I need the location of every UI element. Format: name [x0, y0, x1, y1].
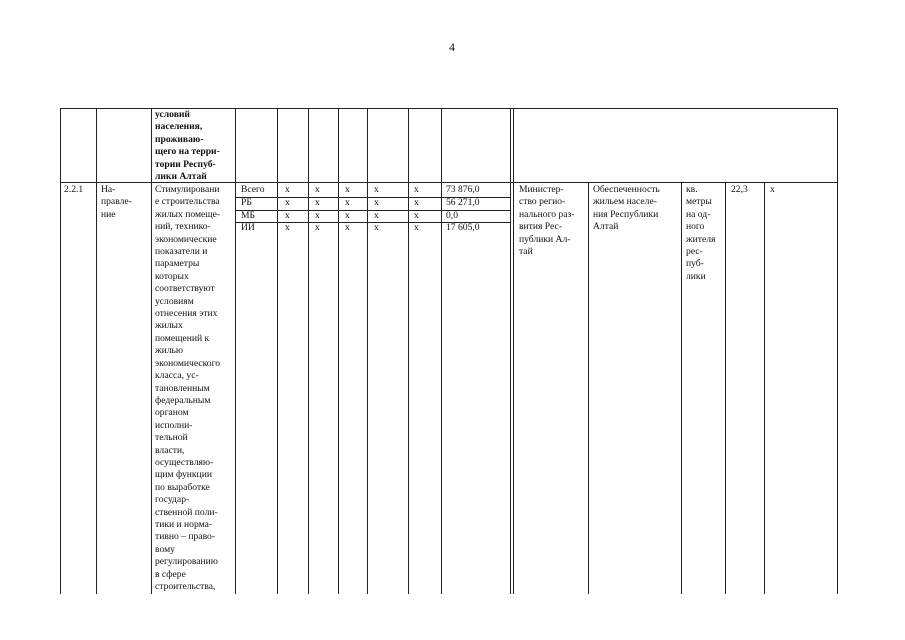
source-cell: x — [345, 197, 350, 208]
source-cell: x — [315, 197, 320, 208]
source-cell: x — [285, 197, 290, 208]
row-name: Стимулировани е строительства жилых помеще- ний, технико- экономические показатели и параметры которых соответствуют условиям отнесения этих жилых помещений к жилью экономического класса, ус- тановленным федеральным органом исполни- тельной власти, осуществляю- щим функции по выработке государ- ственной поли- тики и норма- тивно – право- вому регулированию в сфере строительства, — [155, 184, 221, 592]
col-border — [367, 108, 368, 594]
source-cell: x — [374, 184, 379, 195]
source-cell: x — [374, 197, 379, 208]
indicator: Обеспеченность жильем населе- ния Республики Алтай — [593, 184, 660, 233]
source-label: МБ — [241, 210, 256, 221]
col-border — [588, 182, 589, 594]
col-border — [308, 108, 309, 594]
col-border — [725, 182, 726, 594]
source-cell: x — [315, 222, 320, 233]
row-type: На- правле- ние — [101, 184, 132, 220]
source-total: 56 271,0 — [446, 197, 480, 208]
col-border — [338, 108, 339, 594]
source-cell: x — [345, 184, 350, 195]
row-number: 2.2.1 — [64, 184, 84, 195]
col-border — [96, 108, 97, 594]
unit: кв. метры на од- ного жителя рес- пуб- лики — [686, 184, 716, 282]
source-cell: x — [285, 184, 290, 195]
col-border — [510, 108, 511, 594]
source-cell: x — [374, 222, 379, 233]
source-total: 73 876,0 — [446, 184, 480, 195]
source-label: РБ — [241, 197, 252, 208]
source-cell: x — [315, 184, 320, 195]
source-cell: x — [414, 210, 419, 221]
source-row-divider — [235, 210, 510, 211]
source-label: ИИ — [241, 222, 255, 233]
executor: Министер- ство регио- нального раз- вития Рес- публики Ал- тай — [519, 184, 575, 258]
indicator-value: 22,3 — [731, 184, 748, 195]
col-border — [235, 108, 236, 594]
col-border — [408, 108, 409, 594]
col-border — [764, 182, 765, 594]
source-label: Всего — [241, 184, 265, 195]
source-cell: x — [315, 210, 320, 221]
source-cell: x — [285, 222, 290, 233]
col-border — [837, 108, 838, 594]
col-border — [441, 108, 442, 594]
col-border — [681, 182, 682, 594]
source-total: 17 605,0 — [446, 222, 480, 233]
source-total: 0,0 — [446, 210, 458, 221]
col-border — [151, 108, 152, 594]
source-cell: x — [345, 210, 350, 221]
header-row-name: условий населения, проживаю- щего на терри- тории Респуб- лики Алтай — [155, 109, 220, 183]
col-border — [60, 108, 61, 594]
col-border — [277, 108, 278, 594]
col-border — [513, 108, 514, 594]
source-cell: x — [285, 210, 290, 221]
source-cell: x — [414, 197, 419, 208]
last-cell: x — [770, 184, 775, 195]
source-cell: x — [374, 210, 379, 221]
source-cell: x — [414, 184, 419, 195]
source-cell: x — [414, 222, 419, 233]
page-number: 4 — [449, 40, 455, 54]
source-cell: x — [345, 222, 350, 233]
